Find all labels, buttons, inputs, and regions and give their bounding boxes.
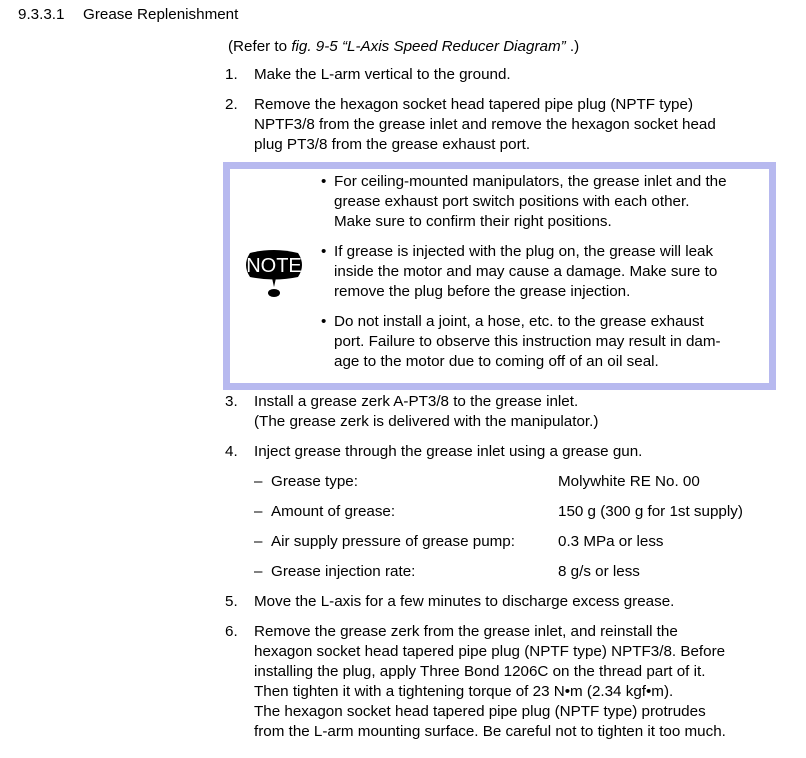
step-number: 4. [225,443,238,460]
param-label: Grease injection rate: [271,563,416,580]
step-number: 5. [225,593,238,610]
refer-suffix: .) [565,38,580,55]
bullet-glyph: • [321,173,327,190]
step-text: Install a grease zerk A-PT3/8 to the grease inlet. [254,393,579,410]
step-text: (The grease zerk is delivered with the manipulator.) [254,413,599,430]
param-value: 0.3 MPa or less [558,533,664,550]
refer-fig: fig. 9-5 [291,38,338,55]
step-number: 1. [225,66,238,83]
section-number: 9.3.3.1 [18,6,65,23]
step-text: hexagon socket head tapered pipe plug (NPTF type) NPTF3/8. Before [254,643,726,660]
bullet-glyph: • [321,313,327,330]
step-text: Remove the grease zerk from the grease inlet, and reinstall the [254,623,678,640]
param-value: 150 g (300 g for 1st supply) [558,503,743,520]
step-text: Make the L-arm vertical to the ground. [254,66,511,83]
step-text: NPTF3/8 from the grease inlet and remove the hexagon socket head [254,116,716,133]
step-number: 6. [225,623,238,640]
param-value: 8 g/s or less [558,563,640,580]
note-item-1-line: For ceiling-mounted manipulators, the grease inlet and the [334,173,727,190]
note-item-2-line: If grease is injected with the plug on, the grease will leak [334,243,714,260]
note-item-1-line: Make sure to confirm their right positions. [334,213,612,230]
dash-glyph: – [254,473,263,490]
note-item-2-line: remove the plug before the grease injection. [334,283,631,300]
note-item-3-line: Do not install a joint, a hose, etc. to the grease exhaust [334,313,704,330]
dash-glyph: – [254,533,263,550]
step-text: Then tighten it with a tightening torque of 23 N•m (2.34 kgf•m). [254,683,674,700]
note-item-3-line: port. Failure to observe this instruction may result in dam- [334,333,721,350]
dash-glyph: – [254,563,263,580]
refer-title: “L-Axis Speed Reducer Diagram” [341,38,566,55]
param-value: Molywhite RE No. 00 [558,473,700,490]
note-item-3-line: age to the motor due to coming off of an oil seal. [334,353,659,370]
note-label: NOTE [246,255,302,277]
step-text: Move the L-axis for a few minutes to discharge excess grease. [254,593,675,610]
step-text: from the L-arm mounting surface. Be careful not to tighten it too much. [254,723,726,740]
figure-reference [228,37,579,57]
note-box [223,162,776,390]
note-item-2-line: inside the motor and may cause a damage. Make sure to [334,263,718,280]
param-label: Amount of grease: [271,503,396,520]
note-item-1-line: grease exhaust port switch positions with each other. [334,193,690,210]
note-icon [242,249,306,301]
step-number: 2. [225,96,238,113]
step-text: Inject grease through the grease inlet using a grease gun. [254,443,643,460]
param-label: Grease type: [271,473,358,490]
step-text: plug PT3/8 from the grease exhaust port. [254,136,531,153]
step-text: installing the plug, apply Three Bond 1206C on the thread part of it. [254,663,706,680]
step-text: Remove the hexagon socket head tapered pipe plug (NPTF type) [254,96,694,113]
section-title: Grease Replenishment [83,6,239,23]
step-text: The hexagon socket head tapered pipe plug (NPTF type) protrudes [254,703,706,720]
dash-glyph: – [254,503,263,520]
param-label: Air supply pressure of grease pump: [271,533,515,550]
bullet-glyph: • [321,243,327,260]
step-number: 3. [225,393,238,410]
refer-prefix: (Refer to [228,38,292,55]
